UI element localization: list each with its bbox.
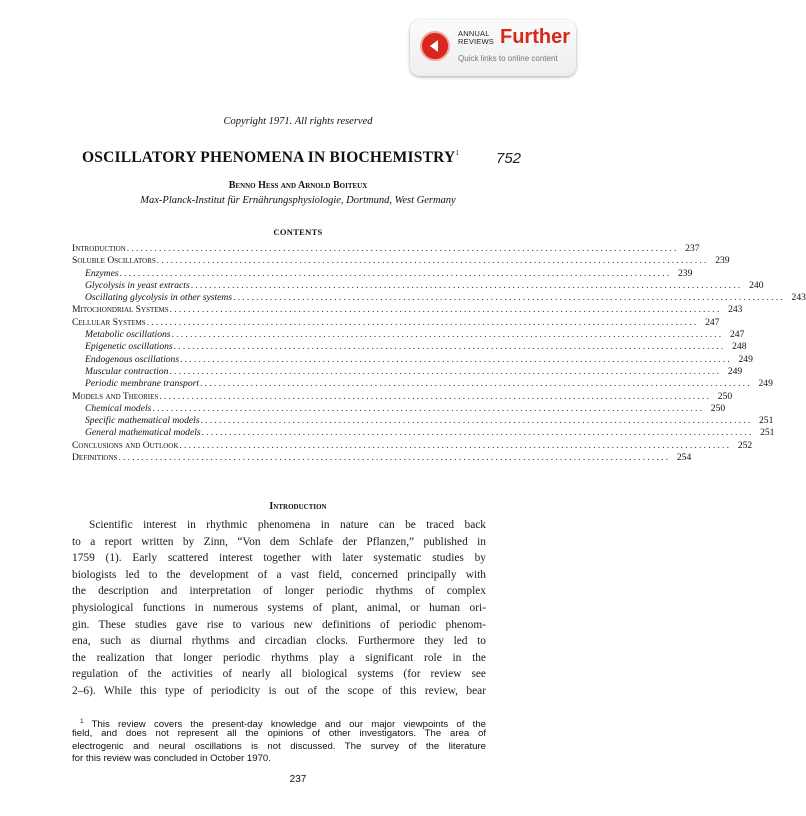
body-line: Scientific interest in rhythmic phenomena in nature can be traced back — [89, 519, 486, 531]
toc-entry-label: Epigenetic oscillations — [85, 341, 173, 353]
table-of-contents — [72, 243, 806, 464]
toc-entry-label: Mitochondrial Systems — [72, 304, 169, 316]
footnote-line: field, and does not represent all the opinions of other investigators. The area of — [72, 728, 486, 740]
toc-entry-label: Specific mathematical models — [85, 415, 200, 427]
toc-leader-dots: ........................................................................................................................ — [159, 390, 712, 402]
publisher-label: ANNUAL REVIEWS — [458, 29, 494, 46]
contents-heading: CONTENTS — [273, 227, 323, 237]
toc-entry-page: 249 — [727, 365, 743, 377]
further-title: Further — [500, 26, 570, 48]
toc-entry-page: 247 — [729, 329, 745, 341]
footnote-line — [72, 716, 486, 728]
toc-entry — [72, 341, 747, 353]
toc-leader-dots: ........................................................................................................................ — [200, 378, 752, 390]
toc-entry — [72, 292, 806, 304]
body-line: 1759 (1). Early scattered interest together with later systematic studies by — [72, 552, 486, 565]
footnote — [72, 716, 486, 766]
toc-entry-label: Introduction — [72, 243, 126, 254]
toc-entry — [72, 267, 693, 280]
toc-entry-page: 247 — [705, 316, 720, 328]
toc-entry — [72, 390, 733, 403]
footnote-mark: 1 — [80, 718, 84, 725]
toc-leader-dots: ........................................................................................................................ — [173, 341, 726, 353]
toc-leader-dots: ........................................................................................................................ — [169, 304, 722, 316]
toc-leader-dots: ........................................................................................................................ — [169, 365, 722, 377]
toc-entry-label: Models and Theories — [72, 390, 159, 402]
toc-leader-dots: ........................................................................................................................ — [179, 439, 732, 451]
authors: Benno Hess and Arnold Boiteux — [228, 180, 368, 191]
toc-leader-dots: ........................................................................................................................ — [118, 452, 671, 464]
body-line: biologists led to the development of a vast field, concerned principally with — [72, 568, 486, 581]
toc-entry-page: 239 — [715, 255, 730, 267]
toc-entry-page: 237 — [685, 243, 700, 254]
toc-entry-page: 249 — [758, 378, 773, 390]
toc-entry — [72, 427, 775, 439]
toc-entry-label: Conclusions and Outlook — [72, 439, 179, 451]
footnote-line: for this review was concluded in October 1970. — [72, 753, 271, 765]
further-subtitle: Quick links to online content — [458, 54, 558, 63]
toc-entry-label: Periodic membrane transport — [85, 378, 200, 390]
toc-entry-label: Glycolysis in yeast extracts — [85, 279, 190, 291]
toc-entry — [72, 255, 730, 267]
toc-leader-dots: ........................................................................................................................ — [146, 316, 699, 328]
toc-entry-page: 254 — [676, 452, 692, 464]
toc-entry-page: 243 — [728, 304, 743, 316]
toc-entry-label: Chemical models — [85, 402, 152, 414]
introduction-heading: Introduction — [269, 501, 327, 512]
toc-leader-dots: ........................................................................................................................ — [156, 255, 709, 267]
toc-entry — [72, 365, 743, 378]
toc-leader-dots: ........................................................................................................................ — [180, 353, 732, 365]
body-line: 2–6). While this type of periodicity is out of the scope of this review, bear — [72, 684, 486, 697]
toc-entry-label: Definitions — [72, 452, 118, 464]
body-line: the realization that longer periodic rhythms play a significant role in the — [72, 651, 486, 664]
body-line: to a report written by Zinn, “Von dem Schlafe der Pflanzen,” published in — [72, 535, 486, 548]
toc-entry-page: 243 — [791, 292, 806, 304]
toc-entry — [72, 452, 692, 464]
toc-leader-dots: ........................................................................................................................ — [201, 427, 754, 439]
title-footnote-mark: 1 — [455, 149, 460, 157]
handwritten-number: 752 — [496, 150, 522, 167]
toc-entry — [72, 316, 720, 329]
toc-entry-label: General mathematical models — [85, 427, 201, 439]
toc-leader-dots: ........................................................................................................................ — [126, 243, 679, 254]
toc-entry — [72, 415, 774, 427]
toc-entry-page: 240 — [749, 279, 764, 291]
body-line: regulation of the activities of nearly all biological systems (for review see — [72, 668, 486, 681]
toc-entry-label: Soluble Oscillators — [72, 255, 156, 267]
body-line: gin. These studies gave rise to various new definitions of periodic phenom- — [72, 618, 486, 631]
toc-leader-dots: ........................................................................................................................ — [119, 267, 672, 279]
further-banner[interactable] — [410, 20, 576, 76]
toc-entry — [72, 304, 743, 316]
toc-entry — [72, 402, 726, 415]
body-line: ena, such as diurnal rhythms and circadian clocks. Furthermore they led to — [72, 635, 486, 648]
toc-entry-label: Enzymes — [85, 267, 119, 279]
page-number: 237 — [289, 774, 307, 785]
toc-entry — [72, 353, 753, 366]
article-title: OSCILLATORY PHENOMENA IN BIOCHEMISTRY$^1$ — [82, 149, 460, 166]
footnote-line: electrogenic and neural oscillations is not discussed. The survey of the literature — [72, 740, 486, 752]
toc-leader-dots: ........................................................................................................................ — [152, 402, 705, 414]
toc-entry-label: Metabolic oscillations — [85, 329, 171, 341]
toc-entry — [72, 279, 764, 292]
toc-entry-label: Endogenous oscillations — [85, 353, 180, 365]
toc-leader-dots: ........................................................................................................................ — [171, 329, 724, 341]
toc-entry-page: 239 — [678, 267, 693, 279]
toc-entry-label: Cellular Systems — [72, 316, 146, 328]
toc-entry-page: 251 — [760, 427, 775, 439]
toc-entry-page: 250 — [710, 402, 726, 414]
arrow-left-icon — [420, 31, 450, 61]
toc-entry — [72, 329, 745, 341]
toc-leader-dots: ........................................................................................................................ — [200, 415, 753, 427]
copyright-line: Copyright 1971. All rights reserved — [223, 116, 373, 127]
body-line: physiological functions in numerous systems of plant, animal, or human ori- — [72, 601, 486, 614]
toc-entry-page: 249 — [738, 353, 753, 365]
toc-entry-page: 248 — [732, 341, 747, 353]
toc-leader-dots: ........................................................................................................................ — [233, 292, 785, 304]
toc-entry — [72, 439, 753, 452]
toc-leader-dots: ........................................................................................................................ — [190, 279, 743, 291]
affiliation: Max-Planck-Institut für Ernährungsphysiologie, Dortmund, West Germany — [140, 195, 456, 206]
body-line: the description and interpretation of longer periodic rhythms of complex — [72, 585, 486, 598]
toc-entry — [72, 243, 700, 255]
introduction-body — [72, 517, 486, 700]
toc-entry-page: 251 — [759, 415, 774, 427]
toc-entry-label: Muscular contraction — [85, 365, 169, 377]
footnote-text: This review covers the present-day knowledge and our major viewpoints of the — [91, 719, 486, 730]
toc-entry-page: 250 — [717, 390, 733, 402]
toc-entry-page: 252 — [737, 439, 753, 451]
toc-entry-label: Oscillating glycolysis in other systems — [85, 292, 233, 304]
toc-entry — [72, 378, 773, 390]
